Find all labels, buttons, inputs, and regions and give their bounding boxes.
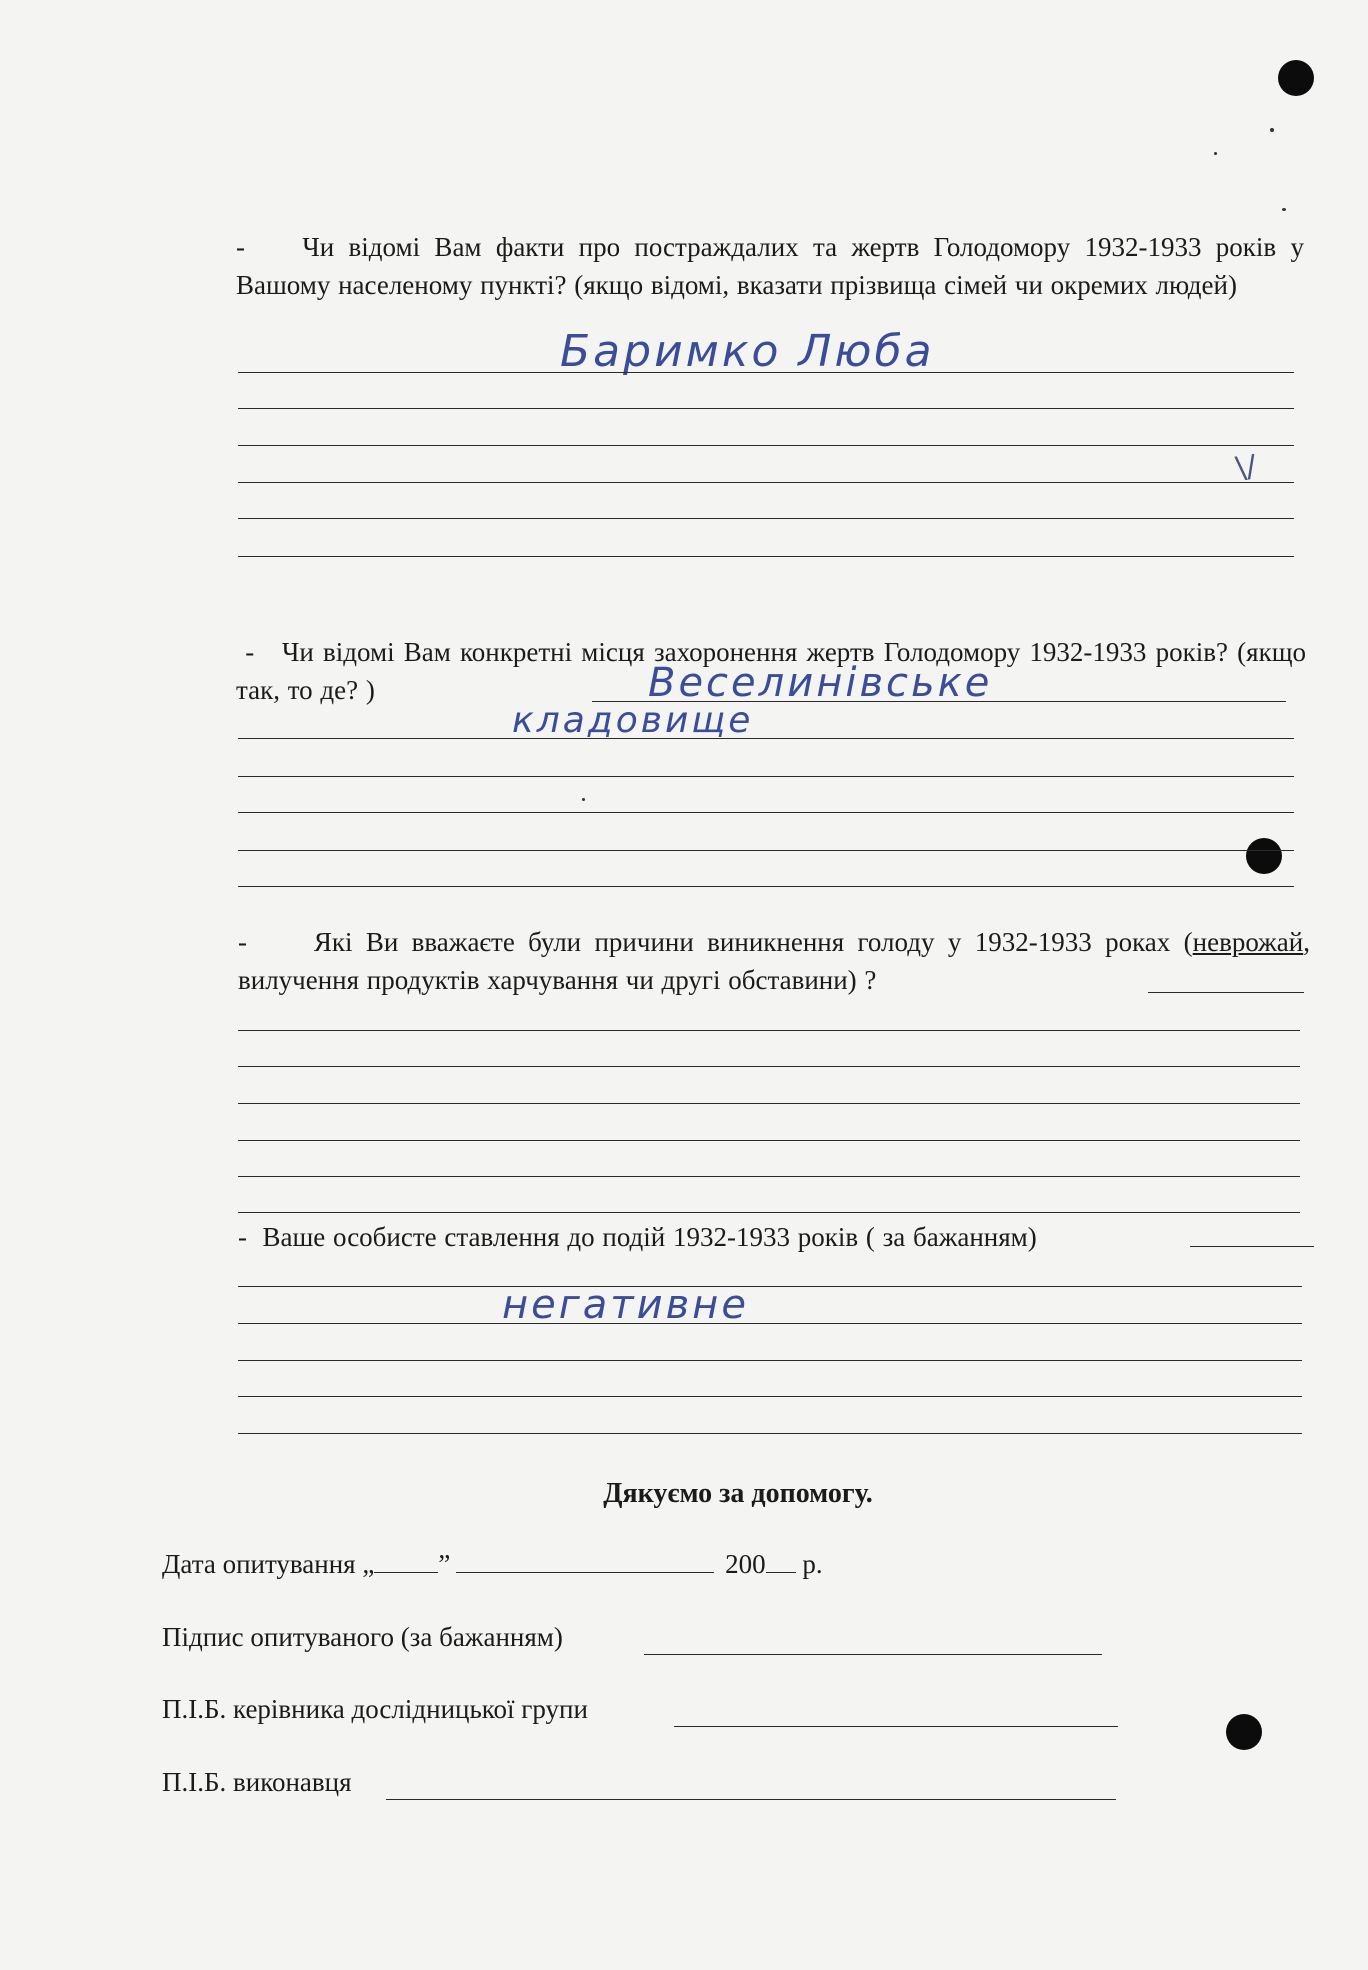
answer-line xyxy=(238,1433,1302,1434)
answer-line xyxy=(238,850,1294,851)
survey-date-year: 200 xyxy=(725,1549,766,1579)
survey-date-quote: ” xyxy=(438,1549,451,1579)
research-leader-label: П.І.Б. керівника дослідницької групи xyxy=(162,1694,588,1724)
punch-hole-middle xyxy=(1246,838,1282,874)
performer-line[interactable] xyxy=(386,1799,1116,1800)
answer-line xyxy=(238,1360,1302,1361)
performer-label: П.І.Б. виконавця xyxy=(162,1767,352,1797)
question-3-text-a: Які Ви вважаєте були причини виникнення голоду у 1932-1933 роках ( xyxy=(313,927,1193,957)
answer-line xyxy=(238,1323,1302,1324)
thanks-heading: Дякуємо за допомогу. xyxy=(603,1478,873,1509)
question-3-text-b: , вилучення продуктів харчування чи другі обставини) ? xyxy=(238,927,1310,995)
answer-line xyxy=(238,445,1294,446)
answer-line xyxy=(238,1103,1300,1104)
answer-2-handwriting-line2: кладовище xyxy=(512,700,754,741)
speck xyxy=(1214,152,1217,155)
signature-line[interactable] xyxy=(644,1654,1102,1655)
answer-line xyxy=(238,1396,1302,1397)
answer-line xyxy=(238,738,1294,739)
research-leader-line[interactable] xyxy=(674,1726,1118,1727)
speck xyxy=(1282,208,1286,211)
question-1-text: Чи відомі Вам факти про постраждалих та жертв Голодомору 1932-1933 років у Вашому населеному пункті? (якщо відомі, вказати прізвища сімей чи окремих людей) xyxy=(236,232,1304,300)
answer-line xyxy=(238,1212,1300,1213)
answer-line xyxy=(238,556,1294,557)
question-1 xyxy=(236,228,1304,304)
question-3-dash: - xyxy=(238,927,247,957)
question-4 xyxy=(238,1218,1238,1256)
question-3-underlined-word: неврожай xyxy=(1192,927,1304,957)
question-2-dash: - xyxy=(245,637,255,667)
answer-line xyxy=(238,1066,1300,1067)
answer-line xyxy=(238,408,1294,409)
survey-date-suffix: р. xyxy=(802,1549,823,1579)
question-4-dash: - xyxy=(238,1222,247,1252)
question-2-text: Чи відомі Вам конкретні місця захоронення жертв Голодомору 1932-1933 років? (якщо так, то де? ) xyxy=(236,637,1306,705)
answer-line xyxy=(238,1140,1300,1141)
question-4-text: Ваше особисте ставлення до подій 1932-1933 років ( за бажанням) xyxy=(262,1222,1037,1252)
question-3 xyxy=(238,923,1310,999)
answer-line xyxy=(238,1286,1302,1287)
speck xyxy=(1270,128,1274,132)
punch-hole-top xyxy=(1278,60,1314,96)
punch-hole-bottom xyxy=(1226,1714,1262,1750)
answer-line xyxy=(1148,992,1304,993)
answer-line xyxy=(238,812,1294,813)
answer-4-handwriting: негативне xyxy=(502,1282,749,1328)
checkmark-handwriting: \/ xyxy=(1233,448,1259,487)
answer-line xyxy=(238,1030,1300,1031)
question-1-dash: - xyxy=(236,232,245,262)
answer-line xyxy=(238,776,1294,777)
answer-line xyxy=(238,482,1294,483)
survey-date-row xyxy=(162,1549,823,1580)
answer-line xyxy=(238,372,1294,373)
answer-1-handwriting: Баримко Люба xyxy=(560,326,935,377)
survey-date-label: Дата опитування „ xyxy=(162,1549,375,1579)
answer-line xyxy=(1190,1246,1314,1247)
answer-2-handwriting-line1: Веселинівське xyxy=(648,660,993,706)
signature-label: Підпис опитуваного (за бажанням) xyxy=(162,1622,563,1652)
answer-line xyxy=(238,1176,1300,1177)
speck xyxy=(582,798,585,801)
answer-line xyxy=(238,518,1294,519)
answer-line xyxy=(238,886,1294,887)
